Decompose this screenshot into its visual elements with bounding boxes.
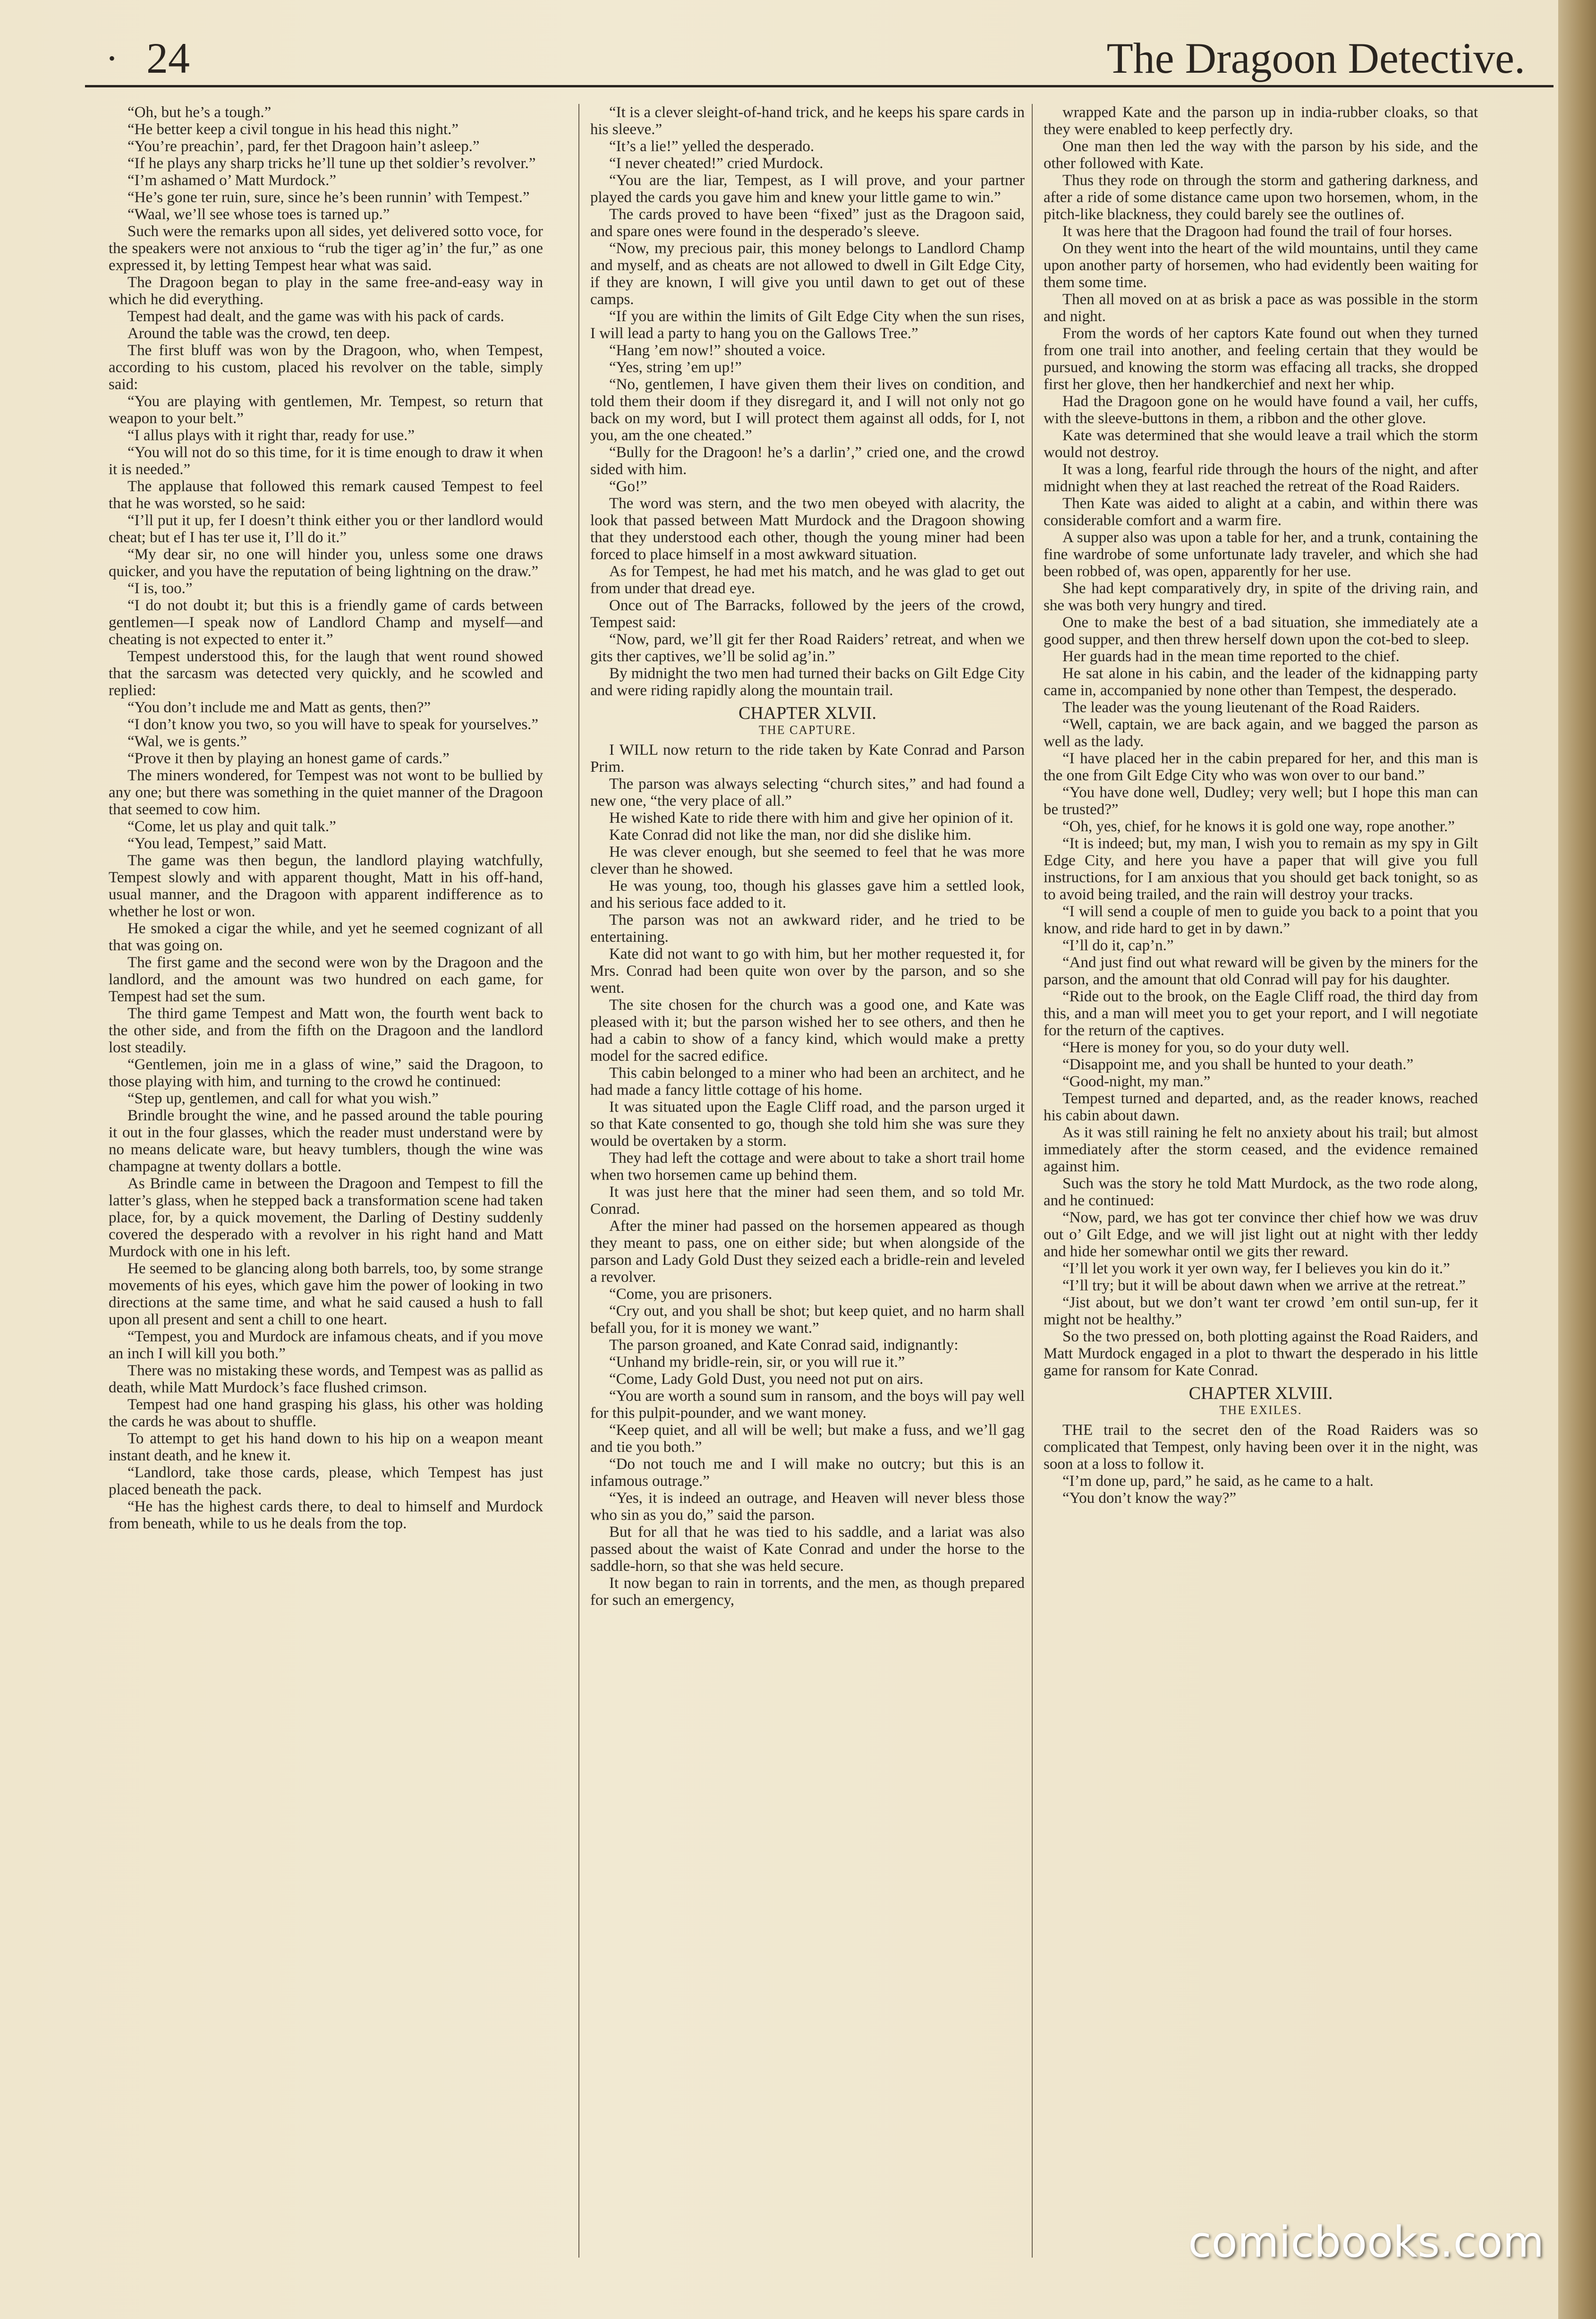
header-dot: • <box>109 48 116 69</box>
paragraph: “Come, you are prisoners. <box>609 1286 773 1303</box>
page-header <box>85 28 1554 87</box>
paragraph: He sat alone in his cabin, and the leader of the kidnapping party came in, accompanied by none other than Tempest, the desperado. <box>1044 665 1478 699</box>
paragraph: Tempest had one hand grasping his glass, his other was holding the cards he was about to shuffle. <box>109 1396 543 1430</box>
paragraph: “And just find out what reward will be given by the miners for the parson, and the amount that old Conrad will pay for his daughter. <box>1044 954 1478 988</box>
paragraph: “I’ll put it up, fer I doesn’t think either you or ther landlord would cheat; but ef I has ter use it, I’ll do it.” <box>109 512 543 546</box>
paragraph: The first bluff was won by the Dragoon, who, when Tempest, according to his custom, placed his revolver on the table, simply said: <box>109 342 543 393</box>
paragraph: “You are playing with gentlemen, Mr. Tempest, so return that weapon to your belt.” <box>109 393 543 427</box>
paragraph: “Landlord, take those cards, please, which Tempest has just placed beneath the pack. <box>109 1464 543 1498</box>
text-column-right <box>1044 104 1478 1507</box>
paragraph: The game was then begun, the landlord playing watchfully, Tempest slowly and with apparent thought, Matt in his off-hand, usual manner, and the Dragoon with apparent indifference as to whether he lost or won. <box>109 852 543 920</box>
paragraph: “I will send a couple of men to guide you back to a point that you know, and ride hard to get in by dawn.” <box>1044 903 1478 937</box>
paragraph: The third game Tempest and Matt won, the fourth went back to the other side, and from the fifth on the Dragoon and the landlord lost steadily. <box>109 1005 543 1056</box>
paragraph: Tempest understood this, for the laugh that went round showed that the sarcasm was detected very quickly, and he scowled and replied: <box>109 648 543 699</box>
paragraph: “I don’t know you two, so you will have to speak for yourselves.” <box>127 716 539 733</box>
paragraph: “I’m done up, pard,” he said, as he came to a halt. <box>1062 1473 1374 1490</box>
paragraph: Such were the remarks upon all sides, yet delivered sotto voce, for the speakers were not anxious to “rub the tiger ag’in’ the fur,” as one expressed it, by letting Tempest hear what was said. <box>109 223 543 274</box>
paragraph: “Go!” <box>609 478 647 495</box>
column-paragraphs <box>590 742 1025 1609</box>
binding-spine <box>1558 0 1596 2319</box>
paragraph: The leader was the young lieutenant of the Road Raiders. <box>1062 699 1420 716</box>
paragraph: “I is, too.” <box>127 580 193 597</box>
paragraph: “No, gentlemen, I have given them their lives on condition, and told them their doom if they disregard it, and I will not only not go back on my word, but I will protect them against all odds, for I, not you, am the one cheated.” <box>590 376 1025 444</box>
paragraph: It was situated upon the Eagle Cliff road, and the parson urged it so that Kate consented to go, though she told him she was sure they would be overtaken by a storm. <box>590 1099 1025 1150</box>
paragraph: “He’s gone ter ruin, sure, since he’s been runnin’ with Tempest.” <box>127 189 530 206</box>
paragraph: He was clever enough, but she seemed to feel that he was more clever than he showed. <box>590 844 1025 878</box>
paragraph: “Yes, it is indeed an outrage, and Heaven will never bless those who sin as you do,” said the parson. <box>590 1490 1025 1524</box>
paragraph: She had kept comparatively dry, in spite of the driving rain, and she was both very hungry and tired. <box>1044 580 1478 614</box>
paragraph: “Bully for the Dragoon! he’s a darlin’,” cried one, and the crowd sided with him. <box>590 444 1025 478</box>
paragraph: There was no mistaking these words, and Tempest was as pallid as death, while Matt Murdock’s face flushed crimson. <box>109 1362 543 1396</box>
paragraph: The parson was always selecting “church sites,” and had found a new one, “the very place of all.” <box>590 776 1025 810</box>
paragraph: “I’ll try; but it will be about dawn when we arrive at the retreat.” <box>1062 1277 1466 1294</box>
paragraph: The applause that followed this remark caused Tempest to feel that he was worsted, so he said: <box>109 478 543 512</box>
column-divider <box>578 104 579 2258</box>
column-divider <box>1032 104 1033 2258</box>
paragraph: As Brindle came in between the Dragoon and Tempest to fill the latter’s glass, when he stepped back a transformation scene had taken place, for, by a quick movement, the Darling of Destiny suddenly covered the desperado with a revolver in his right hand and Matt Murdock with one in his left. <box>109 1175 543 1260</box>
paragraph: “Come, let us play and quit talk.” <box>127 818 336 835</box>
paragraph: “Waal, we’ll see whose toes is tarned up.” <box>127 206 390 223</box>
paragraph: “You have done well, Dudley; very well; but I hope this man can be trusted?” <box>1044 784 1478 818</box>
paragraph: “If you are within the limits of Gilt Edge City when the sun rises, I will lead a party to hang you on the Gallows Tree.” <box>590 308 1025 342</box>
paragraph: Such was the story he told Matt Murdock, as the two rode along, and he continued: <box>1044 1175 1478 1209</box>
paragraph: The first game and the second were won by the Dragoon and the landlord, and the amount was two hundred on each game, for Tempest had set the sum. <box>109 954 543 1005</box>
paragraph: “Now, pard, we’ll git fer ther Road Raiders’ retreat, and when we gits ther captives, we’ll be solid ag’in.” <box>590 631 1025 665</box>
paragraph: On they went into the heart of the wild mountains, until they came upon another party of horsemen, who had evidently been waiting for them some time. <box>1044 240 1478 291</box>
paragraph: “You are worth a sound sum in ransom, and the boys will pay well for this pulpit-pounder, and we want money. <box>590 1388 1025 1422</box>
paragraph: By midnight the two men had turned their backs on Gilt Edge City and were riding rapidly along the mountain trail. <box>590 665 1025 699</box>
paragraph: To attempt to get his hand down to his hip on a weapon meant instant death, and he knew it. <box>109 1430 543 1464</box>
paragraph: “Disappoint me, and you shall be hunted to your death.” <box>1062 1056 1414 1073</box>
paragraph: “Jist about, but we don’t want ter crowd ’em ontil sun-up, fer it might not be healthy.” <box>1044 1294 1478 1328</box>
paragraph: “Good-night, my man.” <box>1062 1073 1211 1090</box>
paragraph: “Prove it then by playing an honest game of cards.” <box>127 750 450 767</box>
paragraph: It now began to rain in torrents, and the men, as though prepared for such an emergency, <box>590 1575 1025 1609</box>
paragraph: “Oh, but he’s a tough.” <box>127 104 272 121</box>
paragraph: The Dragoon began to play in the same free-and-easy way in which he did everything. <box>109 274 543 308</box>
paragraph: “Oh, yes, chief, for he knows it is gold one way, rope another.” <box>1062 818 1455 835</box>
paragraph: “It is indeed; but, my man, I wish you to remain as my spy in Gilt Edge City, and here you have a paper that will give you full instructions, for I am anxious that you should get back tonight, so as to avoid being trailed, and the rain will destroy your tracks. <box>1044 835 1478 903</box>
paragraph: “You lead, Tempest,” said Matt. <box>127 835 327 852</box>
paragraph: After the miner had passed on the horsemen appeared as though they meant to pass, one on either side; but when alongside of the parson and Lady Gold Dust they seized each a bridle-rein and leveled a revolver. <box>590 1218 1025 1286</box>
paragraph: This cabin belonged to a miner who had been an architect, and he had made a fancy little cottage of his home. <box>590 1065 1025 1099</box>
paragraph: Then all moved on at as brisk a pace as was possible in the storm and night. <box>1044 291 1478 325</box>
paragraph: The parson groaned, and Kate Conrad said, indignantly: <box>609 1337 959 1354</box>
chapter-47-title: CHAPTER XLVII. <box>738 703 877 723</box>
paragraph: “Step up, gentlemen, and call for what you wish.” <box>127 1090 439 1107</box>
paragraph: The word was stern, and the two men obeyed with alacrity, the look that passed between Matt Murdock and the Dragoon showing that they understood each other, though the young miner had been forced to place himself in a most awkward situation. <box>590 495 1025 563</box>
paragraph: “I allus plays with it right thar, ready for use.” <box>127 427 415 444</box>
paragraph: “You don’t include me and Matt as gents, then?” <box>127 699 431 716</box>
paragraph: Had the Dragoon gone on he would have found a vail, her cuffs, with the sleeve-buttons in them, a ribbon and the other glove. <box>1044 393 1478 427</box>
paragraph: “You are the liar, Tempest, as I will prove, and your partner played the cards you gave him and knew your little game to win.” <box>590 172 1025 206</box>
paragraph: Tempest turned and departed, and, as the reader knows, reached his cabin about dawn. <box>1044 1090 1478 1124</box>
paragraph: “Well, captain, we are back again, and we bagged the parson as well as the lady. <box>1044 716 1478 750</box>
paragraph: “You will not do so this time, for it is time enough to draw it when it is needed.” <box>109 444 543 478</box>
paragraph: One man then led the way with the parson by his side, and the other followed with Kate. <box>1044 138 1478 172</box>
paragraph: They had left the cottage and were about to take a short trail home when two horsemen came up behind them. <box>590 1150 1025 1184</box>
paragraph: “Now, my precious pair, this money belongs to Landlord Champ and myself, and as cheats are not allowed to dwell in Gilt Edge City, if they are known, I will give you until dawn to get out of these camps. <box>590 240 1025 308</box>
paragraph: The miners wondered, for Tempest was not wont to be bullied by any one; but there was something in the quiet manner of the Dragoon that seemed to cow him. <box>109 767 543 818</box>
paragraph: “I never cheated!” cried Murdock. <box>609 155 823 172</box>
paragraph: It was a long, fearful ride through the hours of the night, and after midnight when they at last reached the retreat of the Road Raiders. <box>1044 461 1478 495</box>
paragraph: “Cry out, and you shall be shot; but keep quiet, and no harm shall befall you, for it is money we want.” <box>590 1303 1025 1337</box>
paragraph: “My dear sir, no one will hinder you, unless some one draws quicker, and you have the reputation of being lightning on the draw.” <box>109 546 543 580</box>
paragraph: Brindle brought the wine, and he passed around the table pouring it out in the four glasses, which the reader must understand were by no means delicate ware, but heavy tumblers, though the wine was champagne at twenty dollars a bottle. <box>109 1107 543 1175</box>
paragraph: He smoked a cigar the while, and yet he seemed cognizant of all that was going on. <box>109 920 543 954</box>
chapter-48-subtitle: THE EXILES. <box>1219 1403 1302 1417</box>
page-number: 24 <box>146 34 190 82</box>
watermark: comicbooks.com <box>1188 2217 1544 2267</box>
column-paragraphs <box>1044 104 1478 1379</box>
paragraph: “He has the highest cards there, to deal to himself and Murdock from beneath, while to us he deals from the top. <box>109 1498 543 1532</box>
paragraph: “Keep quiet, and all will be well; but make a fuss, and we’ll gag and tie you both.” <box>590 1422 1025 1456</box>
paragraph: “Yes, string ’em up!” <box>609 359 742 376</box>
paragraph: So the two pressed on, both plotting against the Road Raiders, and Matt Murdock engaged in a plot to thwart the desperado in his little game for ransom for Kate Conrad. <box>1044 1328 1478 1379</box>
paragraph: “Here is money for you, so do your duty well. <box>1062 1039 1350 1056</box>
chapter-48-title: CHAPTER XLVIII. <box>1189 1383 1333 1403</box>
paragraph: Then Kate was aided to alight at a cabin, and within there was considerable comfort and a warm fire. <box>1044 495 1478 529</box>
paragraph: “Ride out to the brook, on the Eagle Cliff road, the third day from this, and a man will meet you to get your report, and I will negotiate for the return of the captives. <box>1044 988 1478 1039</box>
text-column-left <box>109 104 543 1532</box>
paragraph: “If he plays any sharp tricks he’ll tune up thet soldier’s revolver.” <box>127 155 536 172</box>
paragraph: “Now, pard, we has got ter convince ther chief how we was druv out o’ Gilt Edge, and we will jist light out at night with ther leddy and hide her somewhar ontil we gits ther reward. <box>1044 1209 1478 1260</box>
paragraph: “Tempest, you and Murdock are infamous cheats, and if you move an inch I will kill you both.” <box>109 1328 543 1362</box>
paragraph: He wished Kate to ride there with him and give her opinion of it. <box>609 810 1013 827</box>
paragraph: It was here that the Dragoon had found the trail of four horses. <box>1062 223 1452 240</box>
paragraph: “Come, Lady Gold Dust, you need not put on airs. <box>609 1371 924 1388</box>
paragraph: Thus they rode on through the storm and gathering darkness, and after a ride of some distance came upon two horsemen, whom, in the pitch-like blackness, they could barely see the outlines of. <box>1044 172 1478 223</box>
paragraph: “I’ll do it, cap’n.” <box>1062 937 1174 954</box>
paragraph: “Hang ’em now!” shouted a voice. <box>609 342 826 359</box>
paragraph: “I’m ashamed o’ Matt Murdock.” <box>127 172 336 189</box>
paragraph: THE trail to the secret den of the Road Raiders was so complicated that Tempest, only having been over it in the night, was soon at a loss to follow it. <box>1044 1422 1478 1473</box>
paragraph: “I’ll let you work it yer own way, fer I believes you kin do it.” <box>1062 1260 1450 1277</box>
paragraph: “Unhand my bridle-rein, sir, or you will rue it.” <box>609 1354 905 1371</box>
paragraph: “You don’t know the way?” <box>1062 1490 1237 1507</box>
paragraph: He was young, too, though his glasses gave him a settled look, and his serious face added to it. <box>590 878 1025 912</box>
paragraph: Kate did not want to go with him, but her mother requested it, for Mrs. Conrad had been quite won over by the parson, and so she went. <box>590 946 1025 997</box>
paragraph: But for all that he was tied to his saddle, and a lariat was also passed about the waist of Kate Conrad and under the horse to the saddle-horn, so that she was held secure. <box>590 1524 1025 1575</box>
column-paragraphs <box>590 104 1025 699</box>
paragraph: “Gentlemen, join me in a glass of wine,” said the Dragoon, to those playing with him, and turning to the crowd he continued: <box>109 1056 543 1090</box>
paragraph: From the words of her captors Kate found out when they turned from one trail into another, and feeling certain that they would be pursued, and knowing the storm was effacing all tracks, she dropped first her glove, then her handkerchief and next her whip. <box>1044 325 1478 393</box>
paragraph: “It is a clever sleight-of-hand trick, and he keeps his spare cards in his sleeve.” <box>590 104 1025 138</box>
paragraph: The site chosen for the church was a good one, and Kate was pleased with it; but the parson wished her to see others, and then he had a cabin to show of a fancy kind, which would make a pretty model for the sacred edifice. <box>590 997 1025 1065</box>
paragraph: “He better keep a civil tongue in his head this night.” <box>127 121 459 138</box>
paragraph: The cards proved to have been “fixed” just as the Dragoon said, and spare ones were found in the desperado’s sleeve. <box>590 206 1025 240</box>
paragraph: As it was still raining he felt no anxiety about his trail; but almost immediately after the storm ceased, and the evidence remained against him. <box>1044 1124 1478 1175</box>
paragraph: “Do not touch me and I will make no outcry; but this is an infamous outrage.” <box>590 1456 1025 1490</box>
paragraph: Kate Conrad did not like the man, nor did she dislike him. <box>609 827 972 844</box>
paragraph: “You’re preachin’, pard, fer thet Dragoon hain’t asleep.” <box>127 138 480 155</box>
paragraph: “Wal, we is gents.” <box>127 733 247 750</box>
paragraph: “It’s a lie!” yelled the desperado. <box>609 138 815 155</box>
paragraph: “I have placed her in the cabin prepared for her, and this man is the one from Gilt Edge City who was won over to our band.” <box>1044 750 1478 784</box>
paragraph: The parson was not an awkward rider, and he tried to be entertaining. <box>590 912 1025 946</box>
paragraph: “I do not doubt it; but this is a friendly game of cards between gentlemen—I speak now of Landlord Champ and myself—and cheating is not expected to enter it.” <box>109 597 543 648</box>
paragraph: It was just here that the miner had seen them, and so told Mr. Conrad. <box>590 1184 1025 1218</box>
column-paragraphs <box>1044 1422 1478 1507</box>
paragraph: wrapped Kate and the parson up in india-rubber cloaks, so that they were enabled to keep perfectly dry. <box>1044 104 1478 138</box>
text-column-middle <box>590 104 1025 1609</box>
paragraph: He seemed to be glancing along both barrels, too, by some strange movements of his eyes, which gave him the power of looking in two directions at the same time, and what he said caused a hush to fall upon all present and sent a chill to one heart. <box>109 1260 543 1328</box>
paragraph: As for Tempest, he had met his match, and he was glad to get out from under that dread eye. <box>590 563 1025 597</box>
paragraph: Tempest had dealt, and the game was with his pack of cards. <box>127 308 504 325</box>
paragraph: Once out of The Barracks, followed by the jeers of the crowd, Tempest said: <box>590 597 1025 631</box>
paragraph: Kate was determined that she would leave a trail which the storm would not destroy. <box>1044 427 1478 461</box>
paragraph: A supper also was upon a table for her, and a trunk, containing the fine wardrobe of some unfortunate lady traveler, and which she had been robbed of, was open, apparently for her use. <box>1044 529 1478 580</box>
page-title: The Dragoon Detective. <box>1106 34 1525 82</box>
paragraph: One to make the best of a bad situation, she immediately ate a good supper, and then threw herself down upon the cot-bed to sleep. <box>1044 614 1478 648</box>
chapter-47-subtitle: THE CAPTURE. <box>759 723 856 737</box>
paragraph: I WILL now return to the ride taken by Kate Conrad and Parson Prim. <box>590 742 1025 776</box>
paragraph: Around the table was the crowd, ten deep. <box>127 325 391 342</box>
paragraph: Her guards had in the mean time reported to the chief. <box>1062 648 1400 665</box>
